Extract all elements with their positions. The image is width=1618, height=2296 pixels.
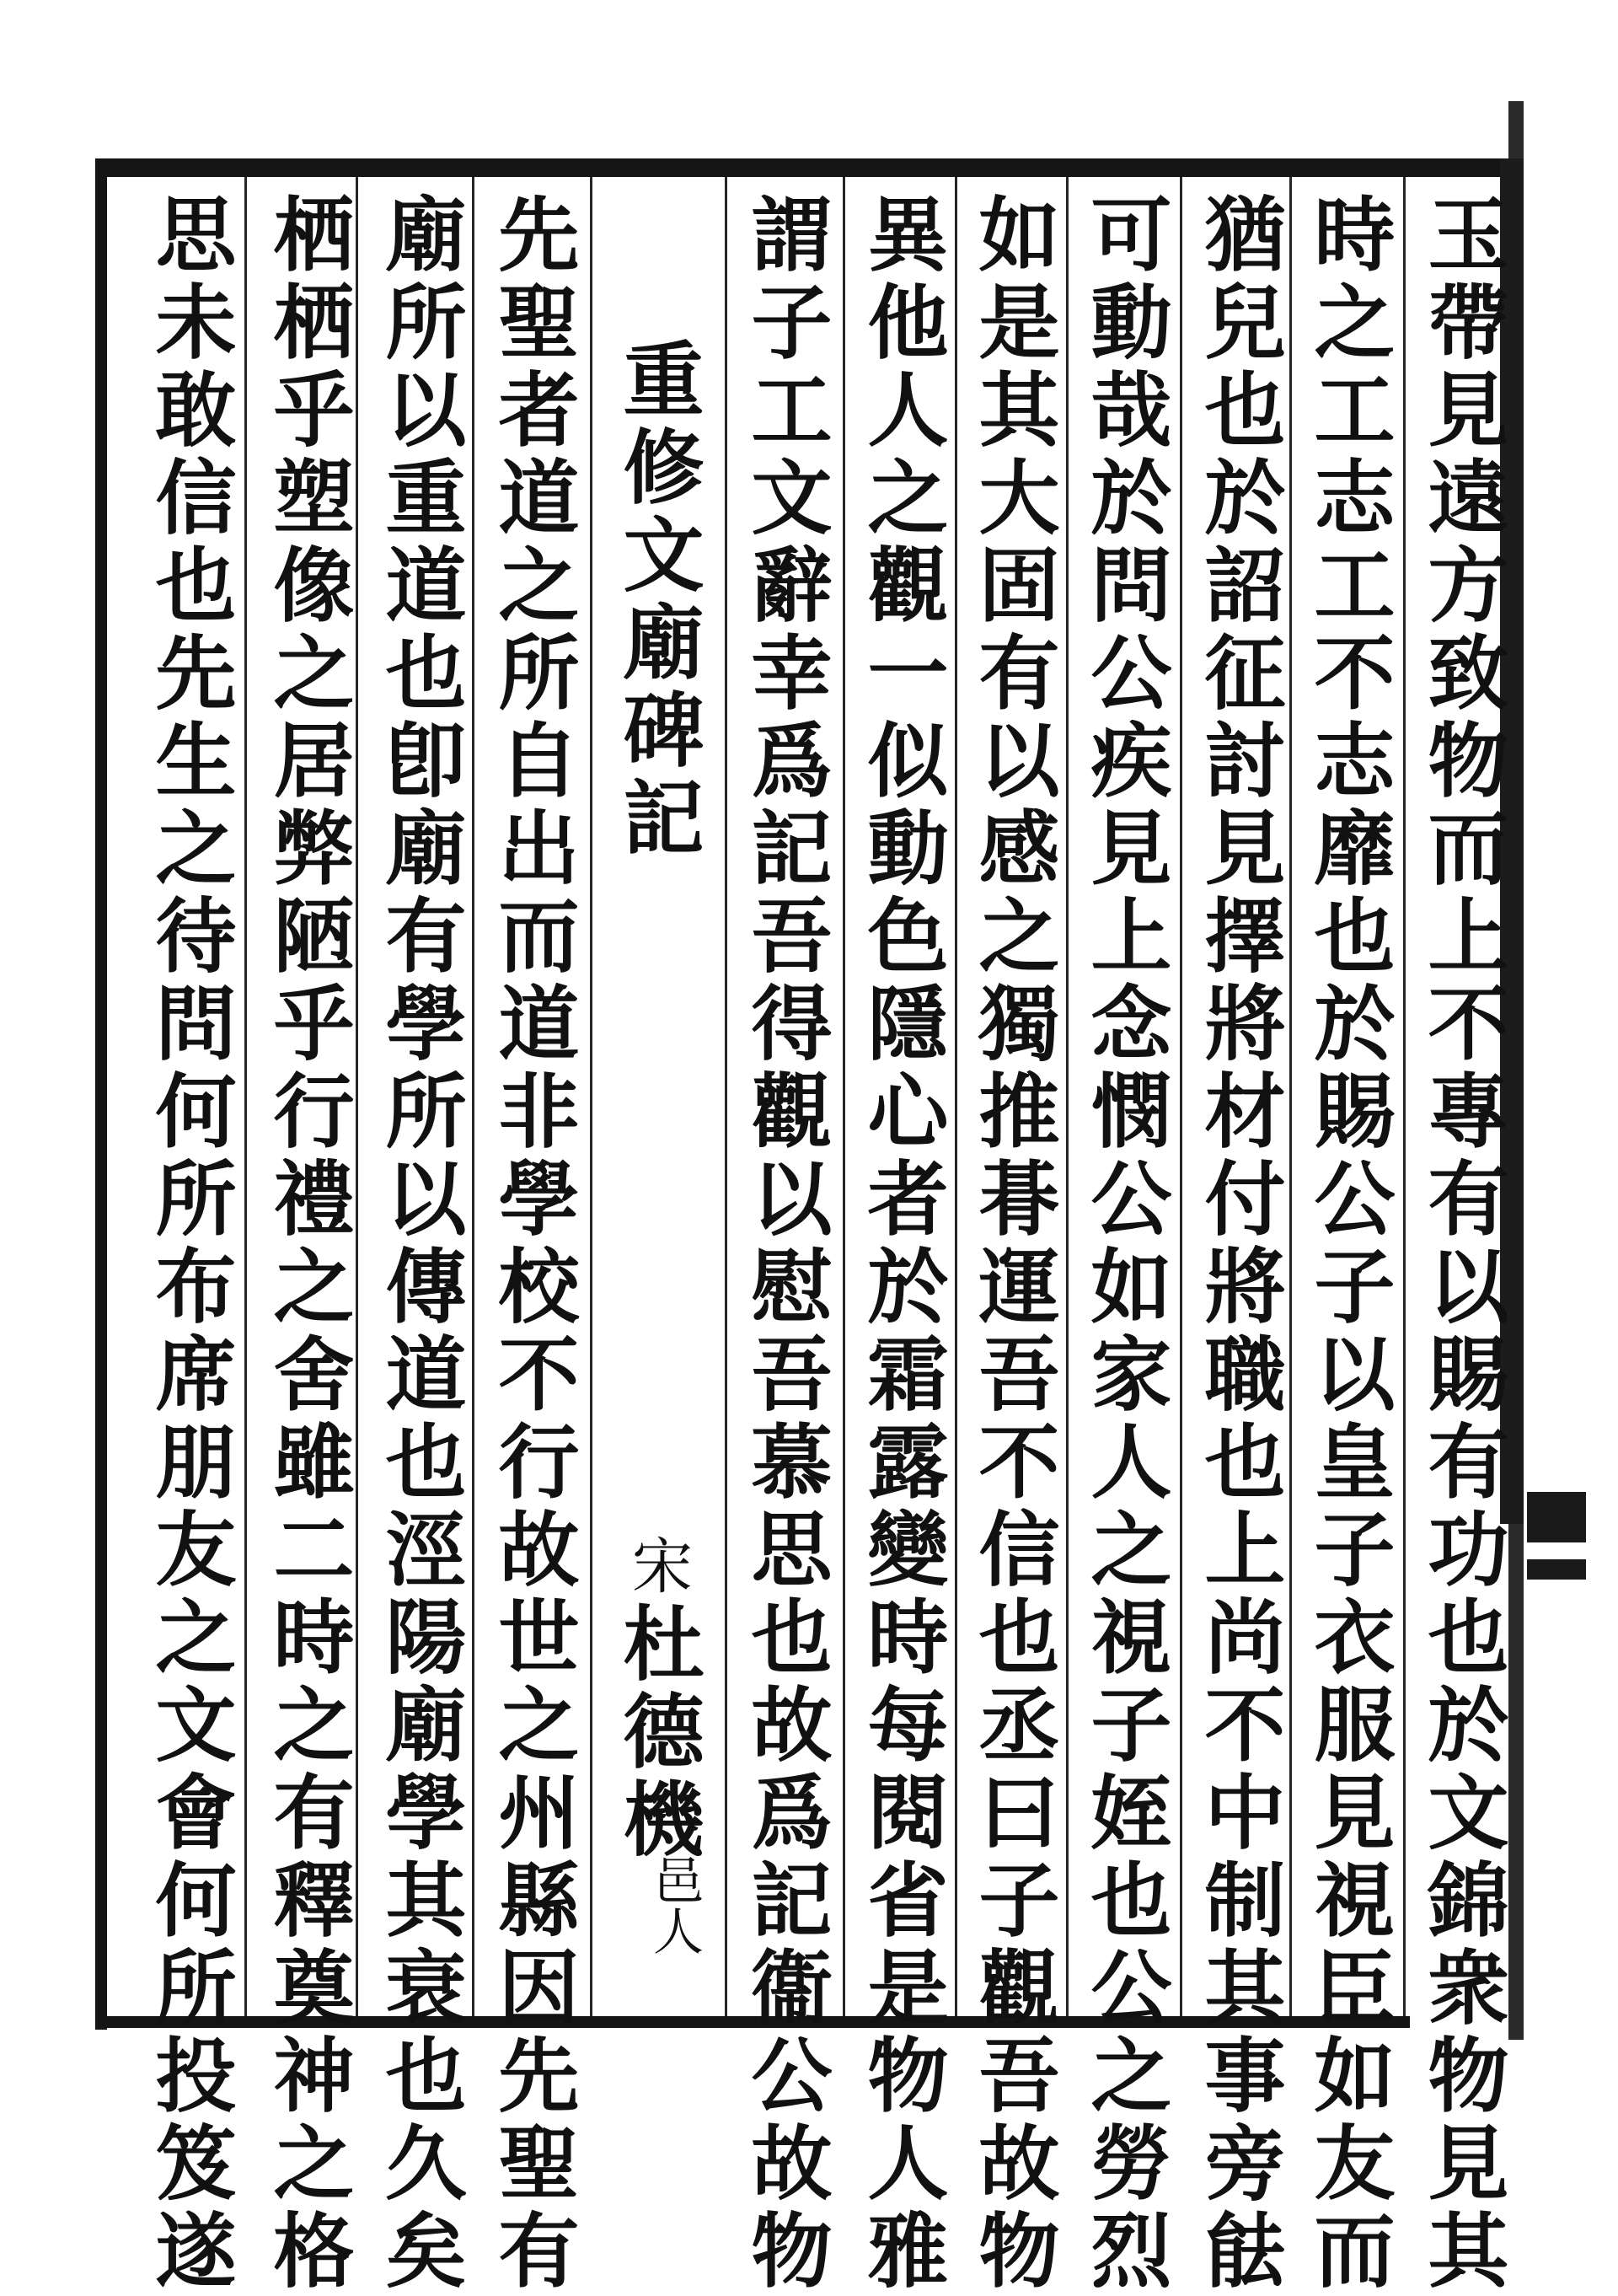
column-rule [244,177,247,2016]
text-column-10: 栖栖乎塑像之居弊陋乎行禮之舍雖二時之有釋奠神之格 [260,192,356,2296]
text-column-6: 異他人之觀一似動色隱心者於霜露變時每閱省是物人雅 [855,192,950,2296]
column-rule [472,177,474,2016]
text-column-11: 思未敢信也先生之待問何所布席朋友之文會何所投笈遂 [142,192,238,2296]
section-title: 重修文廟碑記 [610,337,705,863]
column-rule [1066,177,1069,2016]
text-column-7: 謂子工文辭幸爲記吾得觀以慰吾慕思也故爲記衞公故物 [738,192,833,2296]
text-column-5: 如是其大固有以感之獨推朞運吾不信也丞曰子觀吾故物 [966,192,1061,2296]
column-rule [843,177,845,2016]
text-column-4: 可動哉於問公疾見上念憫公如家人之視子姪也公之勞烈 [1078,192,1173,2296]
column-rule [1403,177,1406,2016]
column-rule [725,177,727,2016]
page-border-top [95,158,1524,177]
column-rule [1180,177,1182,2016]
author-origin: 邑人 [645,1854,704,1955]
column-rule [955,177,957,2016]
column-rule [1289,177,1292,2016]
author-name: 杜德機 [610,1601,705,1864]
page-border-left [95,158,107,2030]
text-column-1: 玉帶見遠方致物而上不專有以賜有功也於文錦衆物見其 [1415,192,1510,2296]
author-block [607,1534,708,1864]
edge-damage-mark [1527,1559,1586,1580]
text-column-8: 先聖者道之所自出而道非學校不行故世之州縣因先聖有 [485,192,581,2296]
text-column-9: 廟所以重道也卽廟有學所以傳道也涇陽廟學其衰也久矣 [372,192,468,2296]
column-rule [590,177,592,2016]
text-column-2: 時之工志工不志靡也於賜公子以皇子衣服見視臣如友而 [1301,192,1396,2296]
text-column-3: 猶兒也於詔征討見擇將材付將職也上尚不中制其事旁䏻 [1192,192,1287,2296]
edge-damage-mark [1527,1492,1586,1542]
author-dynasty: 宋 [622,1534,693,1601]
